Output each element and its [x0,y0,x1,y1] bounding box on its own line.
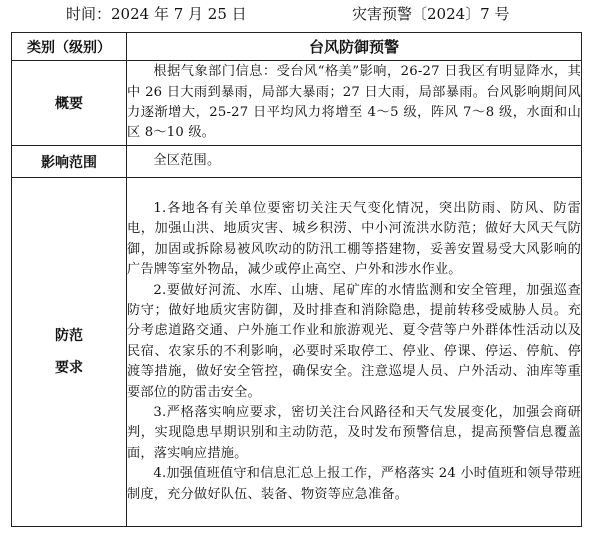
row-label-requirements [12,178,127,527]
requirement-paragraph: 2.要做好河流、水库、山塘、尾矿库的水情监测和安全管理，加强巡查防守；做好地质灾害防御，及时排查和消除隐患，提前转移受威胁人员。充分考虑道路交通、户外施工作业和旅游观光、夏令营等户外群体性活动以及民宿、农家乐的不利影响，必要时采取停工、停业、停课、停运、停航、停渡等措施，做好安全管控，确保安全。注意巡堤人员、户外活动、油库等重要部位的防雷击安全。 [127,282,581,400]
issue-date: 时间：2024 年 7 月 25 日 [66,5,247,23]
summary-paragraph: 根据气象部门信息：受台风“格美”影响，26-27 日我区有明显降水，其中 26 日大雨到暴雨，局部大暴雨；27 日大雨，局部暴雨。台风影响期间风力逐渐增大，25-27 日平均风力将增至 4～5 级，阵风 7～8 级，水面和山区 8～10 级。 [127,64,581,141]
requirement-paragraph: 1.各地各有关单位要密切关注天气变化情况，突出防雨、防风、防雷电，加强山洪、地质灾害、城乡积涝、中小河流洪水防范；做好大风天气防御，加固或拆除易被风吹动的防汛工棚等搭建物，妥善安置易受大风影响的广告牌等室外物品，减少或停止高空、户外和涉水作业。 [127,200,581,278]
requirements-text [127,178,582,527]
row-label-line: 防范 [55,328,83,344]
category-column-header: 类别（级别） [12,33,127,61]
summary-text [127,61,582,146]
table-row-scope [12,146,582,178]
table-header-row [12,33,582,61]
row-label-scope: 影响范围 [12,146,127,178]
requirement-paragraph: 4.加强值班值守和信息汇总上报工作，严格落实 24 小时值班和领导带班制度，充分做好队伍、装备、物资等应急准备。 [127,466,581,502]
document-number: 灾害预警〔2024〕7 号 [352,5,510,23]
table-row-summary [12,61,582,146]
requirement-paragraph: 3.严格落实响应要求，密切关注台风路径和天气发展变化，加强会商研判，实现隐患早期识别和主动防范，及时发布预警信息，提高预警信息覆盖面，落实响应措施。 [127,405,581,461]
table-row-requirements [12,178,582,527]
scope-paragraph: 全区范围。 [153,153,221,169]
row-label-line: 要求 [55,360,83,376]
scope-text [127,146,582,178]
row-label-summary: 概要 [12,61,127,146]
warning-table [11,32,582,527]
warning-title: 台风防御预警 [127,33,582,61]
document-header [0,0,594,28]
